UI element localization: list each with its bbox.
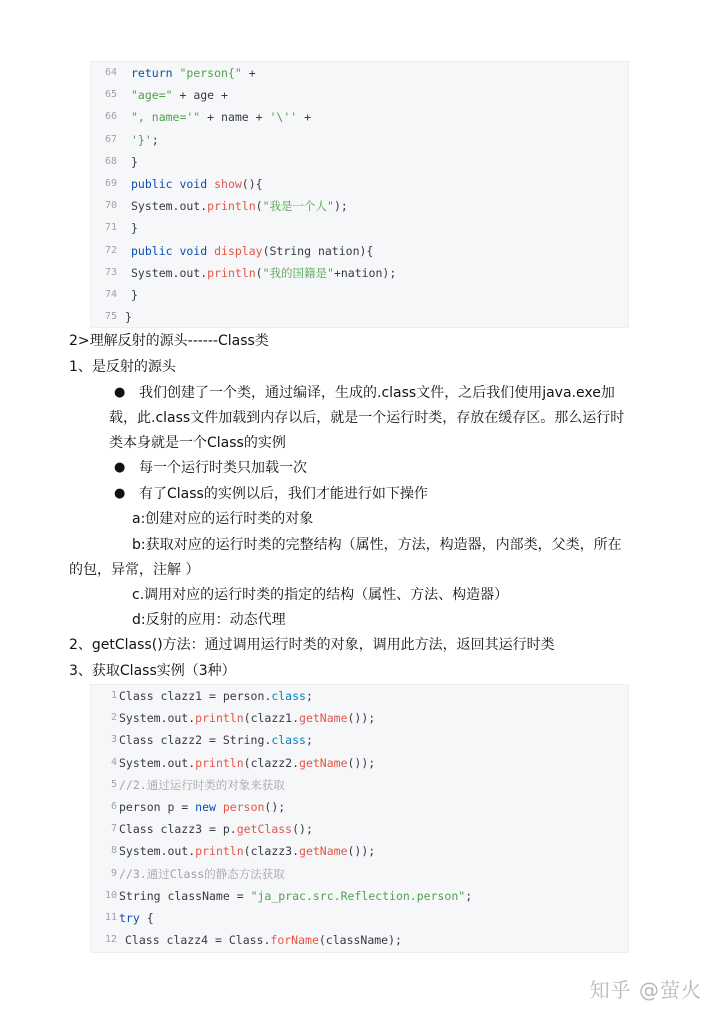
line-number: 11 (104, 912, 117, 923)
code-token: ; (151, 132, 159, 147)
code-line (91, 752, 628, 774)
code-token: Class clazz4 = Class. (125, 933, 271, 948)
line-number: 6 (110, 801, 117, 812)
code-text (119, 729, 313, 751)
line-number: 5 (110, 778, 117, 790)
code-token: System.out. (119, 844, 196, 859)
line-number: 66 (104, 111, 117, 123)
code-token: (); (292, 822, 313, 837)
code-token: (clazz1. (243, 711, 300, 726)
code-token: System.out. (131, 265, 208, 280)
code-line (91, 129, 628, 151)
code-token: } (131, 221, 138, 236)
code-token: println (207, 265, 256, 280)
code-line (91, 818, 628, 840)
code-token: System.out. (131, 199, 208, 214)
code-line (91, 106, 628, 128)
line-number: 71 (104, 222, 117, 234)
code-line (91, 685, 628, 707)
code-token: Class clazz1 = person. (119, 689, 272, 703)
code-line (91, 885, 628, 907)
code-token: ; (465, 888, 473, 903)
code-token: System.out. (119, 711, 196, 726)
code-token: (){ (241, 177, 263, 191)
code-line (91, 840, 628, 862)
code-text (119, 885, 472, 907)
code-text (131, 173, 263, 195)
code-token: getClass (236, 822, 293, 837)
line-number: 3 (110, 734, 117, 746)
bullet-dot-icon: ● (114, 486, 126, 501)
code-text (119, 840, 375, 862)
bullet-2: 每一个运行时类只加载一次 (139, 460, 307, 476)
sub-item-a: a:创建对应的运行时类的对象 (132, 511, 314, 527)
list-item-1: 1、是反射的源头 (69, 359, 176, 375)
bullet-3: 有了Class的实例以后，我们才能进行如下操作 (139, 486, 428, 502)
code-text (131, 262, 396, 284)
code-line (91, 707, 628, 729)
code-text (119, 907, 154, 929)
code-token: person (222, 800, 265, 814)
code-line (91, 284, 628, 306)
code-token: } (131, 288, 138, 302)
code-block-2 (90, 684, 629, 953)
code-token: '\'' (269, 110, 298, 125)
watermark: 知乎 @萤火 (589, 978, 702, 1002)
bullet-dot-icon: ● (114, 460, 126, 475)
code-token: person p = (119, 800, 196, 814)
code-token: class (271, 733, 306, 748)
line-number: 4 (110, 756, 117, 768)
line-number: 68 (104, 155, 117, 167)
code-token: ", name='" (131, 110, 201, 125)
code-text (125, 306, 132, 328)
code-line (91, 62, 628, 84)
code-token: System.out. (119, 755, 196, 770)
code-token: String className = (119, 888, 251, 903)
code-text (119, 796, 285, 818)
code-token: ( (255, 199, 263, 214)
line-number: 8 (110, 845, 117, 857)
code-token: getName (299, 711, 348, 726)
line-number: 10 (104, 889, 117, 901)
code-token: println (207, 199, 256, 214)
code-line (91, 774, 628, 796)
code-line (91, 151, 628, 173)
code-line (91, 929, 628, 951)
code-token: +nation); (333, 265, 397, 280)
line-number: 64 (104, 67, 117, 78)
code-token: getName (299, 755, 348, 770)
code-token: (className); (318, 933, 402, 948)
code-text (119, 685, 313, 707)
code-line (91, 729, 628, 751)
code-token: + age + (172, 88, 228, 103)
code-token: (clazz3. (243, 844, 300, 859)
code-text (131, 240, 373, 262)
code-token: try (119, 911, 140, 925)
code-text (125, 929, 402, 951)
code-token: "我的国籍是" (262, 265, 334, 280)
code-token: (String nation){ (262, 243, 374, 258)
code-token: Class clazz3 = p. (119, 822, 237, 837)
line-number: 7 (110, 823, 117, 835)
line-number: 1 (110, 690, 117, 701)
code-token: } (125, 310, 132, 325)
bullet-1-line-2: 载，此.class文件加载到内存以后，就是一个运行时类，存放在缓存区。那么运行时 (109, 410, 625, 426)
code-token: + name + (200, 110, 270, 125)
code-token: (clazz2. (243, 755, 300, 770)
code-line (91, 195, 628, 217)
code-token: //2.通过运行时类的对象来获取 (119, 777, 285, 792)
line-number: 72 (104, 244, 117, 256)
code-line (91, 306, 628, 328)
code-token: return (131, 66, 180, 80)
code-token: getName (299, 844, 348, 859)
bullet-1-line-3: 类本身就是一个Class的实例 (109, 435, 286, 451)
bullet-1-line-1: 我们创建了一个类，通过编译，生成的.class文件，之后我们使用java.exe加 (139, 385, 615, 401)
line-number: 74 (104, 289, 117, 300)
code-token: ()); (347, 711, 376, 726)
line-number: 70 (104, 200, 117, 212)
line-number: 2 (110, 712, 117, 724)
list-item-2: 2、getClass()方法：通过调用运行时类的对象，调用此方法，返回其运行时类 (69, 637, 555, 653)
code-text (119, 707, 375, 729)
code-token: public void (131, 243, 215, 258)
line-number: 9 (110, 867, 117, 879)
line-number: 73 (104, 266, 117, 278)
sub-item-b-line-2: 的包，异常，注解 ） (69, 562, 200, 578)
code-token: display (214, 243, 263, 258)
code-token: ( (255, 265, 263, 280)
code-token: ; (305, 689, 313, 703)
code-token: + (241, 66, 256, 80)
code-text (131, 217, 138, 239)
code-text (119, 774, 285, 796)
line-number: 65 (104, 89, 117, 101)
code-text (131, 129, 159, 151)
code-token: class (271, 689, 306, 703)
line-number: 12 (104, 934, 117, 946)
sub-item-c: c.调用对应的运行时类的指定的结构（属性、方法、构造器） (132, 587, 509, 603)
code-line (91, 863, 628, 885)
code-text (131, 62, 256, 84)
code-token: public void (131, 177, 215, 191)
code-text (131, 195, 348, 217)
code-token: println (195, 711, 244, 726)
code-token: '}' (131, 132, 152, 147)
code-line (91, 217, 628, 239)
code-token: "我是一个人" (262, 199, 334, 214)
code-text (131, 284, 138, 306)
code-token: //3.通过Class的静态方法获取 (119, 866, 285, 881)
sub-item-b-line-1: b:获取对应的运行时类的完整结构（属性，方法，构造器，内部类，父类，所在 (132, 537, 622, 553)
code-text (119, 863, 285, 885)
code-token: ); (333, 199, 348, 214)
code-token: } (131, 154, 138, 169)
code-token: println (195, 844, 244, 859)
list-item-3: 3、获取Class实例（3种） (69, 663, 236, 679)
code-text (131, 84, 228, 106)
code-line (91, 262, 628, 284)
code-text (119, 752, 375, 774)
code-token: ; (305, 733, 313, 748)
code-text (119, 818, 313, 840)
code-token: "age=" (131, 88, 173, 103)
code-line (91, 84, 628, 106)
code-line (91, 907, 628, 929)
code-text (131, 106, 311, 128)
section-title: 2>理解反射的源头------Class类 (69, 333, 269, 349)
code-token: (); (264, 800, 286, 814)
code-token: new (195, 800, 223, 814)
code-token: { (139, 911, 154, 925)
code-token: show (214, 177, 242, 191)
line-number: 69 (104, 178, 117, 189)
bullet-dot-icon: ● (114, 385, 126, 400)
code-token: ()); (347, 755, 376, 770)
sub-item-d: d:反射的应用：动态代理 (132, 612, 286, 628)
code-line (91, 240, 628, 262)
code-token: ()); (347, 844, 376, 859)
code-token: + (297, 110, 312, 125)
code-line (91, 173, 628, 195)
code-text (131, 151, 138, 173)
code-token: println (195, 755, 244, 770)
line-number: 67 (104, 133, 117, 145)
code-line (91, 796, 628, 818)
code-token: forName (270, 933, 319, 948)
code-token: "ja_prac.src.Reflection.person" (250, 888, 466, 903)
code-block-1 (90, 61, 629, 328)
line-number: 75 (104, 311, 117, 323)
code-token: "person{" (179, 66, 242, 80)
code-token: Class clazz2 = String. (119, 733, 272, 748)
